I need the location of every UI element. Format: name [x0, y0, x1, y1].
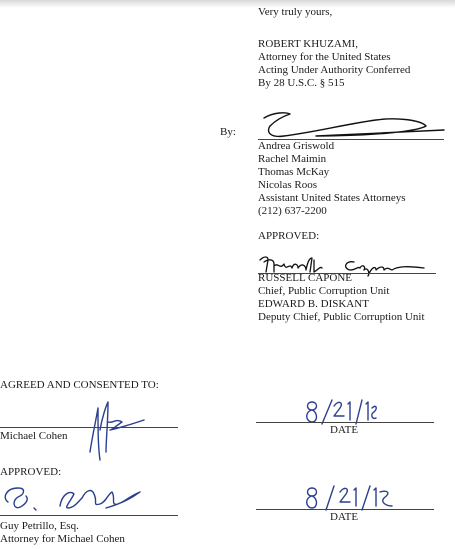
ausa-title: Assistant United States Attorneys [258, 192, 406, 204]
petrillo-signature-line [0, 515, 178, 516]
chief-title: Chief, Public Corruption Unit [258, 285, 390, 297]
us-attorney-line-2: Acting Under Authority Conferred [258, 64, 411, 76]
ausa-phone: (212) 637-2200 [258, 205, 327, 217]
counsel-title: Attorney for Michael Cohen [0, 533, 125, 545]
defendant-name: Michael Cohen [0, 430, 68, 442]
ausa-name: Andrea Griswold [258, 140, 335, 152]
cohen-date-text [300, 404, 334, 417]
cohen-signature [86, 400, 156, 462]
closing-line: Very truly yours, [258, 6, 333, 18]
us-attorney-name: ROBERT KHUZAMI, [258, 38, 358, 50]
approved-heading: APPROVED: [258, 230, 320, 242]
scan-shadow [0, 0, 455, 8]
ausa-name: Thomas McKay [258, 166, 330, 178]
counsel-name: Guy Petrillo, Esq. [0, 520, 79, 532]
deputy-title: Deputy Chief, Public Corruption Unit [258, 311, 425, 323]
cohen-date-label: DATE [330, 424, 359, 436]
deputy-name: EDWARD B. DISKANT [258, 298, 369, 310]
us-attorney-line-1: Attorney for the United States [258, 51, 391, 63]
ausa-block [258, 140, 406, 218]
petrillo-date-label: DATE [330, 511, 359, 523]
petrillo-date-text [300, 490, 334, 503]
ausa-signature [256, 108, 446, 142]
chief-block [258, 272, 425, 324]
cohen-signature-line [0, 427, 178, 428]
petrillo-date-line [256, 509, 434, 510]
agreed-heading: AGREED AND CONSENTED TO: [0, 379, 159, 391]
approved-heading-2: APPROVED: [0, 466, 62, 478]
ausa-name: Rachel Maimin [258, 153, 327, 165]
ausa-name: Nicolas Roos [258, 179, 317, 191]
petrillo-signature [0, 484, 150, 516]
by-label: By: [220, 126, 236, 138]
us-attorney-line-3: By 28 U.S.C. § 515 [258, 77, 345, 89]
us-attorney-block [258, 38, 410, 90]
chief-name: RUSSELL CAPONE [258, 272, 353, 284]
closing-block [258, 6, 332, 19]
cohen-date-line [256, 422, 434, 423]
